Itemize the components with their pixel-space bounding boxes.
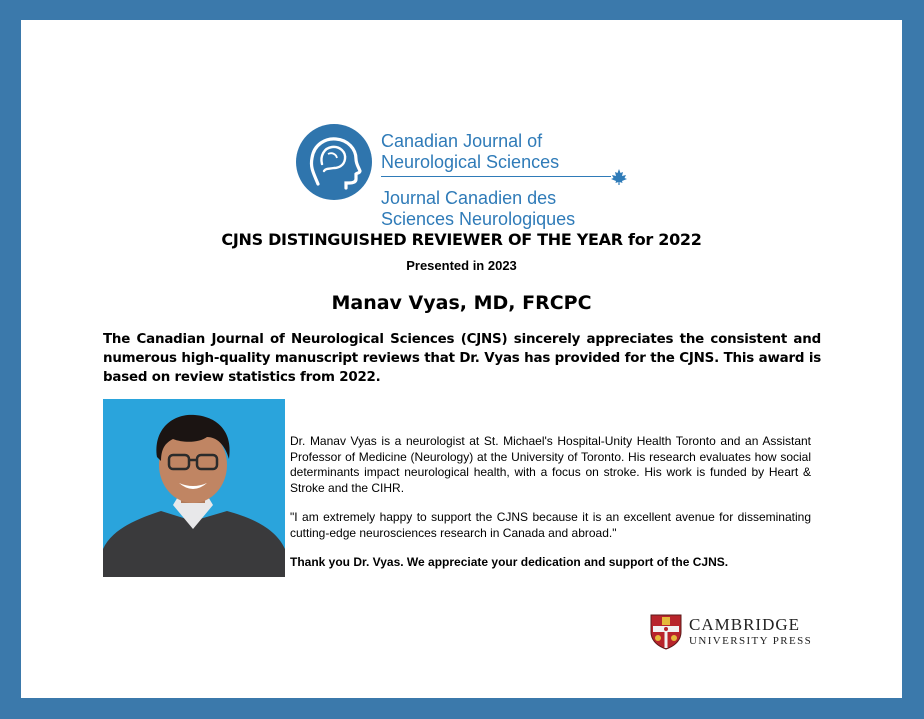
honoree-bio [290, 434, 811, 585]
publisher-name: CAMBRIDGE [689, 615, 801, 634]
journal-name-fr-line2: Sciences Neurologiques [381, 209, 576, 229]
logo-divider [381, 176, 611, 177]
award-intro-text: The Canadian Journal of Neurological Sciences (CJNS) sincerely appreciates the consistent and numerous high-quality manuscript reviews that Dr. Vyas has provided for the CJNS. This award is based on review statistics from 2022. [103, 332, 821, 385]
award-certificate [21, 20, 902, 698]
bio-paragraph: Dr. Manav Vyas is a neurologist at St. Michael's Hospital-Unity Health Toronto and an Assistant Professor of Medicine (Neurology) at the University of Toronto. His research evaluates how social determinants impact neurological health, with a focus on stroke. His work is funded by Heart & Stroke and the CIHR. [290, 434, 811, 495]
journal-name-en-line1: Canadian Journal of [381, 131, 543, 151]
maple-leaf-icon [610, 168, 628, 186]
journal-name-french [381, 188, 575, 230]
award-presented-year: Presented in 2023 [406, 258, 517, 273]
cambridge-shield-icon [650, 614, 682, 650]
honoree-name: Manav Vyas, MD, FRCPC [331, 292, 592, 314]
honoree-photo [103, 399, 285, 577]
journal-name-en-line2: Neurological Sciences [381, 152, 560, 172]
head-profile-icon [296, 124, 372, 200]
journal-name-english [381, 131, 559, 173]
honoree-quote: "I am extremely happy to support the CJNS because it is an excellent avenue for disseminating cutting-edge neurosciences research in Canada and abroad." [290, 510, 811, 540]
thank-you-note: Thank you Dr. Vyas. We appreciate your dedication and support of the CJNS. [290, 555, 729, 569]
journal-logo [296, 120, 641, 236]
publisher-subtitle: UNIVERSITY PRESS [689, 635, 813, 647]
journal-name-fr-line1: Journal Canadien des [381, 188, 557, 208]
award-title: CJNS DISTINGUISHED REVIEWER OF THE YEAR for 2022 [221, 230, 702, 249]
